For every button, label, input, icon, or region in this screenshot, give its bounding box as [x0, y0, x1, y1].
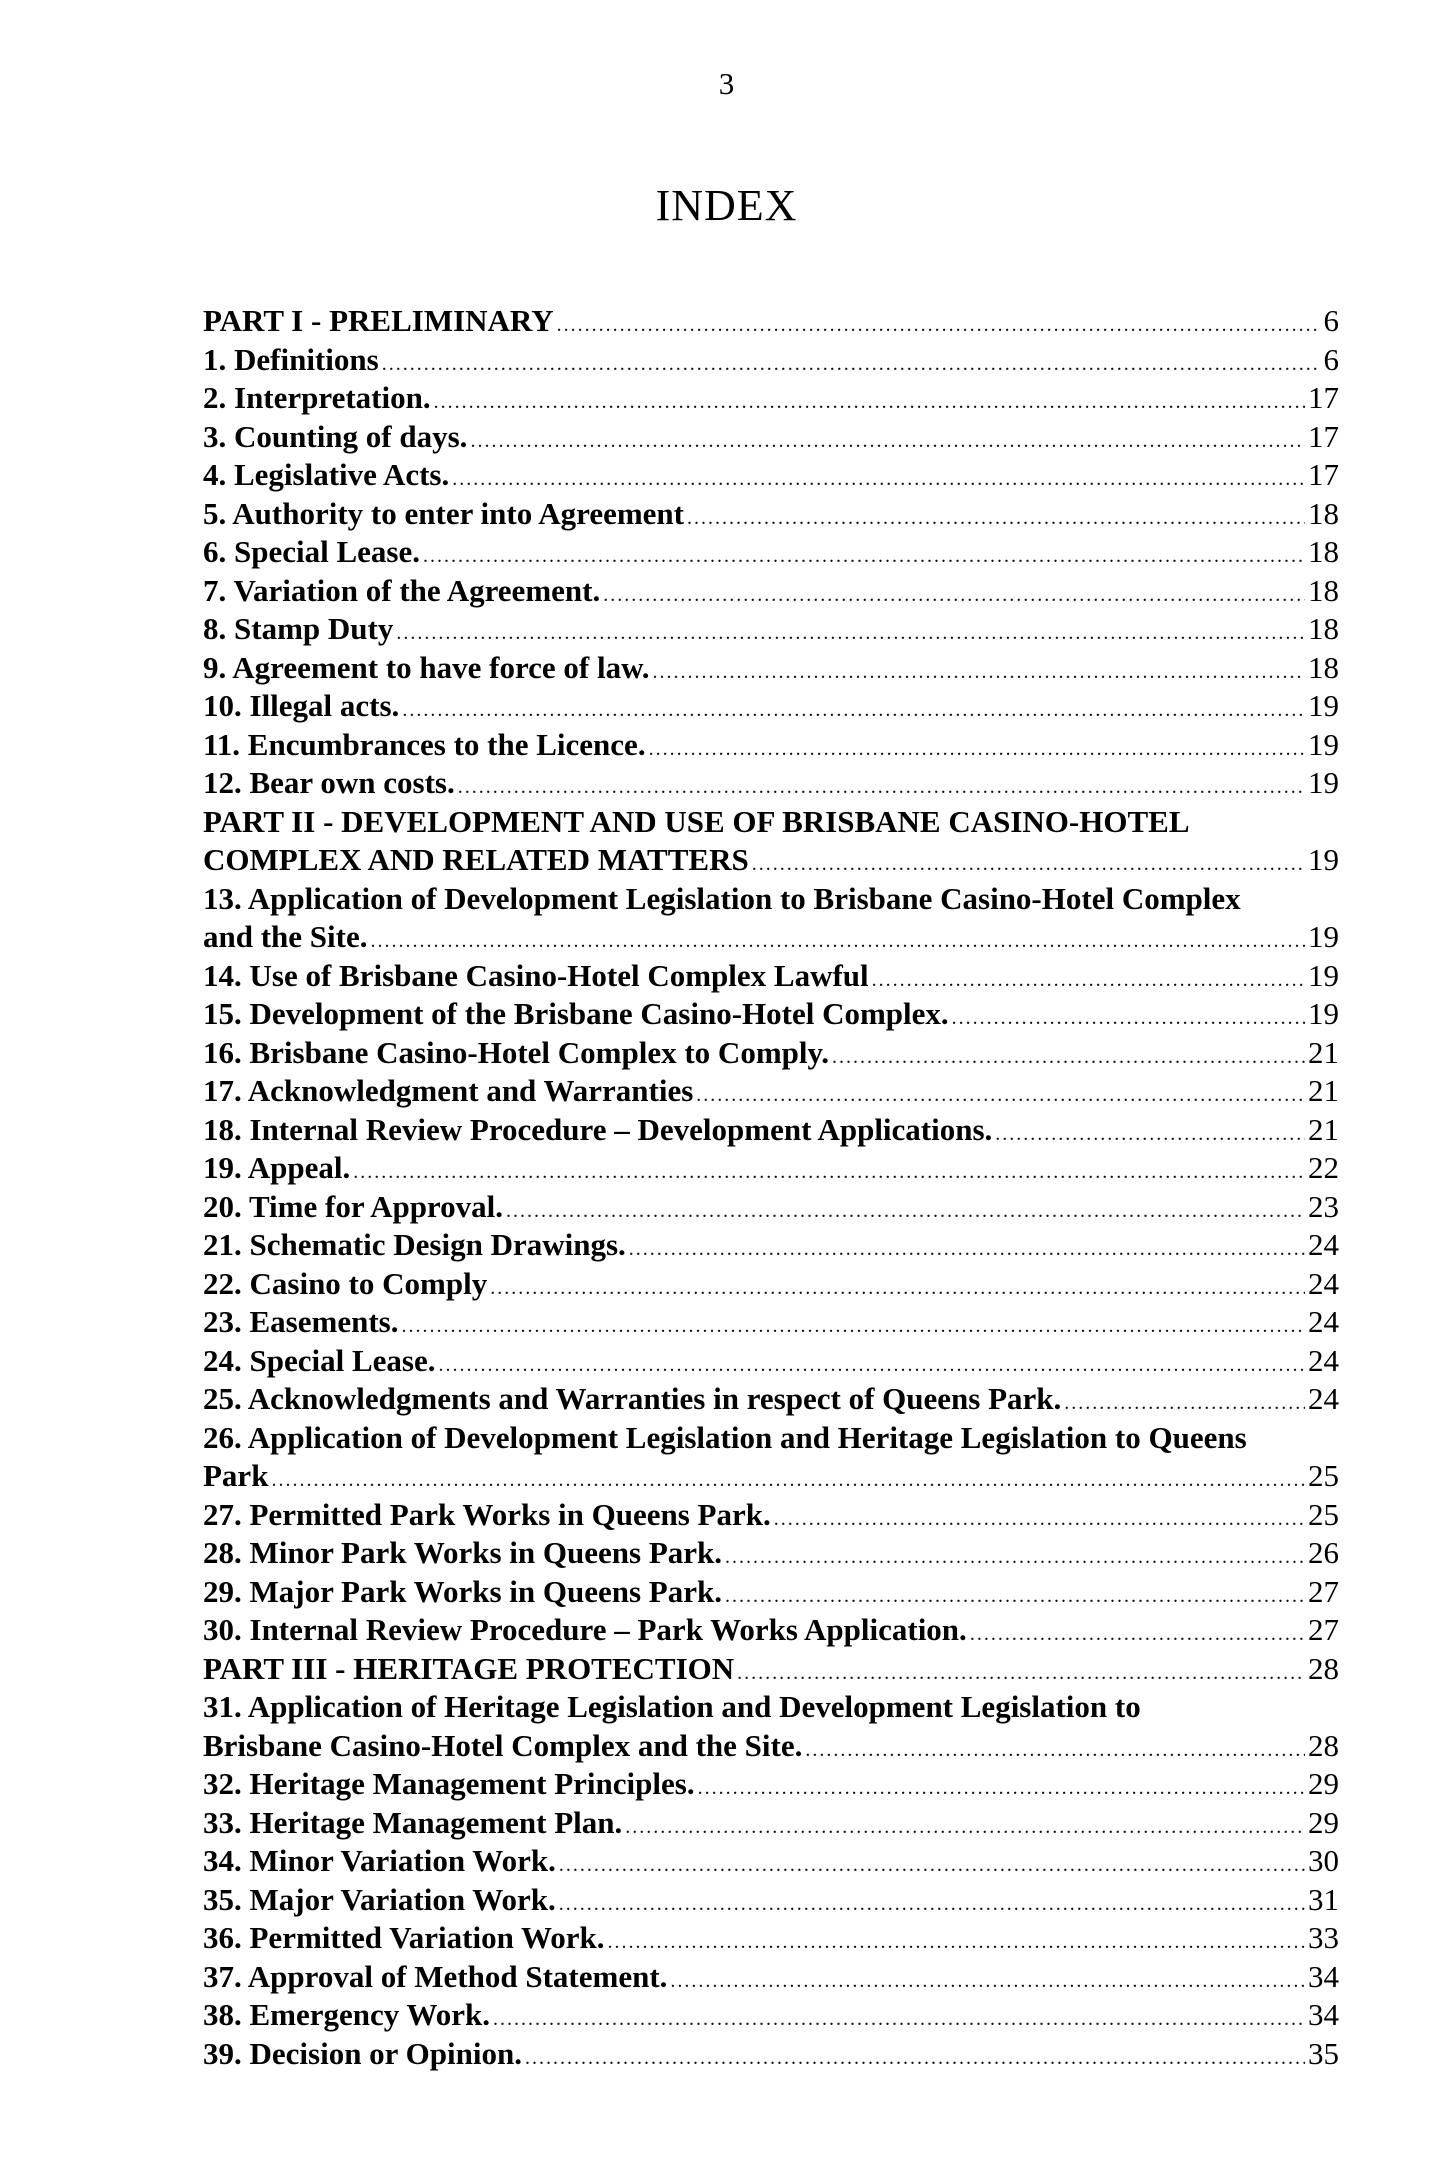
toc-entry-continuation: Brisbane Casino-Hotel Complex and the Site. [203, 1727, 803, 1763]
toc-page-number: 24 [1308, 1342, 1339, 1378]
toc-entry [203, 957, 1339, 996]
toc-item [203, 957, 1339, 996]
toc-entry-continuation: Park [203, 1458, 269, 1493]
toc-page-number: 21 [1308, 1034, 1339, 1070]
toc-page-number: 17 [1308, 418, 1339, 454]
toc-entry [203, 687, 1339, 726]
toc-page-number: 18 [1308, 611, 1339, 646]
toc-entry [203, 495, 1339, 534]
toc-item [203, 1149, 1339, 1188]
toc-item [203, 1804, 1339, 1843]
dot-leader [371, 922, 1306, 961]
toc-entry-text: 14. Use of Brisbane Casino-Hotel Complex Lawful [203, 957, 869, 993]
toc-page-number: 19 [1308, 996, 1339, 1031]
dot-leader [557, 306, 1321, 345]
table-of-contents [203, 302, 1339, 2073]
toc-entry-text: 11. Encumbrances to the Licence. [203, 726, 646, 762]
dot-leader [559, 1885, 1305, 1924]
toc-entry [203, 1919, 1339, 1958]
toc-entry [203, 1188, 1339, 1227]
toc-page-number: 33 [1308, 1920, 1339, 1955]
toc-entry-text: PART I - PRELIMINARY [203, 303, 554, 338]
toc-entry [203, 302, 1339, 341]
toc-item [203, 1111, 1339, 1150]
toc-entry [203, 533, 1339, 572]
toc-item [203, 1226, 1339, 1265]
toc-page-number: 18 [1308, 534, 1339, 569]
toc-entry [203, 1573, 1339, 1612]
toc-entry [203, 1034, 1339, 1073]
toc-page-number: 25 [1308, 1496, 1339, 1532]
dot-leader [774, 1500, 1305, 1539]
dot-leader [525, 2039, 1305, 2078]
toc-entry [203, 1149, 1339, 1188]
toc-item [203, 1881, 1339, 1920]
toc-item [203, 803, 1339, 880]
toc-entry-text: 15. Development of the Brisbane Casino-Hotel Complex. [203, 996, 949, 1031]
dot-leader [559, 1846, 1305, 1885]
toc-entry-text: 30. Internal Review Procedure – Park Works Application. [203, 1612, 967, 1647]
toc-entry [203, 456, 1339, 495]
toc-page-number: 22 [1308, 1150, 1339, 1185]
toc-page-number: 29 [1308, 1804, 1339, 1840]
toc-page-number: 18 [1308, 649, 1339, 685]
dot-leader [670, 1962, 1305, 2001]
toc-item [203, 1034, 1339, 1073]
toc-page-number: 30 [1308, 1843, 1339, 1878]
toc-entry [203, 1380, 1339, 1419]
toc-item [203, 1303, 1339, 1342]
toc-entry [203, 1958, 1339, 1997]
toc-entry [203, 1496, 1339, 1535]
toc-page-number: 24 [1308, 1381, 1339, 1416]
toc-page-number: 6 [1323, 341, 1339, 377]
index-title: INDEX [655, 181, 798, 230]
toc-entry-text: 36. Permitted Variation Work. [203, 1920, 605, 1955]
dot-leader [353, 1153, 1305, 1192]
dot-leader [493, 2000, 1305, 2039]
toc-entry [203, 841, 1339, 880]
dot-leader [737, 1654, 1305, 1693]
dot-leader [725, 1577, 1305, 1616]
toc-item [203, 2035, 1339, 2074]
dot-leader [872, 961, 1305, 1000]
toc-entry [203, 726, 1339, 765]
dot-leader [805, 1731, 1305, 1770]
dot-leader [452, 460, 1305, 499]
toc-page-number: 24 [1308, 1265, 1339, 1301]
dot-leader [402, 691, 1305, 730]
toc-entry-text: 21. Schematic Design Drawings. [203, 1227, 626, 1262]
toc-page-number: 19 [1308, 842, 1339, 877]
toc-item [203, 726, 1339, 765]
dot-leader [1064, 1384, 1305, 1423]
dot-leader [995, 1115, 1305, 1154]
toc-page-number: 21 [1308, 1111, 1339, 1147]
toc-entry [203, 610, 1339, 649]
toc-item [203, 1958, 1339, 1997]
toc-page-number: 18 [1308, 495, 1339, 531]
toc-entry [203, 418, 1339, 457]
dot-leader [687, 499, 1305, 538]
toc-entry [203, 1727, 1339, 1766]
toc-entry [203, 1804, 1339, 1843]
toc-page-number: 18 [1308, 572, 1339, 608]
dot-leader [401, 1307, 1305, 1346]
dot-leader [603, 576, 1305, 615]
toc-page-number: 24 [1308, 1304, 1339, 1339]
toc-entry-continuation: COMPLEX AND RELATED MATTERS [203, 842, 749, 877]
toc-item [203, 1072, 1339, 1111]
toc-entry-text: 31. Application of Heritage Legislation and Development Legislation to [203, 1689, 1141, 1724]
dot-leader [625, 1808, 1305, 1847]
toc-entry-text: 13. Application of Development Legislation to Brisbane Casino-Hotel Complex [203, 880, 1241, 916]
dot-leader [382, 345, 1321, 384]
dot-leader [832, 1038, 1305, 1077]
toc-item [203, 1534, 1339, 1573]
toc-entry [203, 572, 1339, 611]
page-number: 3 [718, 66, 735, 101]
toc-entry-text: 35. Major Variation Work. [203, 1881, 556, 1917]
toc-item [203, 687, 1339, 726]
dot-leader [696, 1076, 1305, 1115]
toc-entry-text: 33. Heritage Management Plan. [203, 1804, 623, 1840]
toc-entry-text: 23. Easements. [203, 1304, 399, 1339]
toc-entry-text: 32. Heritage Management Principles. [203, 1766, 695, 1801]
toc-item [203, 610, 1339, 649]
toc-entry [203, 918, 1339, 957]
toc-item [203, 1342, 1339, 1381]
toc-entry [203, 379, 1339, 418]
toc-entry-text: 19. Appeal. [203, 1150, 351, 1185]
toc-page-number: 24 [1308, 1227, 1339, 1262]
toc-entry [203, 1342, 1339, 1381]
toc-entry [203, 995, 1339, 1034]
toc-item [203, 1573, 1339, 1612]
toc-entry [203, 1303, 1339, 1342]
toc-page-number: 19 [1308, 957, 1339, 993]
dot-leader [698, 1769, 1305, 1808]
toc-item [203, 1380, 1339, 1419]
toc-page-number: 29 [1308, 1766, 1339, 1801]
toc-item [203, 1919, 1339, 1958]
dot-leader [434, 383, 1305, 422]
toc-entry-text: 29. Major Park Works in Queens Park. [203, 1573, 722, 1609]
toc-entry [203, 1226, 1339, 1265]
dot-leader [752, 845, 1305, 884]
toc-page-number: 19 [1308, 688, 1339, 723]
toc-page-number: 27 [1308, 1612, 1339, 1647]
dot-leader [423, 537, 1305, 576]
dot-leader [653, 653, 1305, 692]
toc-entry-text: 18. Internal Review Procedure – Development Applications. [203, 1111, 993, 1147]
toc-entry [203, 1072, 1339, 1111]
toc-item [203, 1688, 1339, 1765]
toc-item [203, 764, 1339, 803]
dot-leader [458, 768, 1305, 807]
toc-entry-text: 5. Authority to enter into Agreement [203, 495, 684, 531]
dot-leader [490, 1269, 1305, 1308]
toc-entry-text: 34. Minor Variation Work. [203, 1843, 556, 1878]
toc-page-number: 26 [1308, 1535, 1339, 1570]
dot-leader [506, 1192, 1305, 1231]
toc-item [203, 302, 1339, 341]
dot-leader [608, 1923, 1305, 1962]
toc-entry-text: 24. Special Lease. [203, 1342, 436, 1378]
toc-page-number: 6 [1323, 303, 1339, 338]
toc-page-number: 19 [1308, 919, 1339, 954]
toc-item [203, 995, 1339, 1034]
dot-leader [725, 1538, 1305, 1577]
dot-leader [396, 614, 1305, 653]
toc-page-number: 17 [1308, 380, 1339, 415]
toc-entry-text: 4. Legislative Acts. [203, 457, 450, 492]
toc-item [203, 1765, 1339, 1804]
toc-entry-text: 25. Acknowledgments and Warranties in respect of Queens Park. [203, 1381, 1062, 1416]
toc-item [203, 572, 1339, 611]
toc-entry [203, 1996, 1339, 2035]
toc-entry [203, 2035, 1339, 2074]
toc-page-number: 28 [1308, 1727, 1339, 1763]
toc-entry [203, 1650, 1339, 1689]
toc-entry-text: 6. Special Lease. [203, 534, 420, 569]
toc-entry-text: 3. Counting of days. [203, 418, 468, 454]
toc-entry [203, 1842, 1339, 1881]
toc-item [203, 533, 1339, 572]
toc-entry [203, 1765, 1339, 1804]
toc-entry [203, 341, 1339, 380]
toc-item [203, 649, 1339, 688]
toc-item [203, 418, 1339, 457]
toc-page-number: 35 [1308, 2035, 1339, 2071]
dot-leader [970, 1615, 1305, 1654]
toc-item [203, 1650, 1339, 1689]
toc-entry-text: 37. Approval of Method Statement. [203, 1958, 668, 1994]
toc-entry-text: 12. Bear own costs. [203, 765, 455, 800]
toc-entry-text: 1. Definitions [203, 341, 379, 377]
toc-entry [203, 1534, 1339, 1573]
toc-page-number: 25 [1308, 1458, 1339, 1493]
toc-entry-text: 10. Illegal acts. [203, 688, 400, 723]
toc-entry-text: 17. Acknowledgment and Warranties [203, 1073, 694, 1108]
toc-page-number: 31 [1308, 1881, 1339, 1917]
dot-leader [470, 422, 1305, 461]
toc-entry-text: 9. Agreement to have force of law. [203, 649, 650, 685]
toc-item [203, 1188, 1339, 1227]
toc-page-number: 19 [1308, 765, 1339, 800]
toc-page-number: 17 [1308, 457, 1339, 492]
toc-entry-text: 8. Stamp Duty [203, 611, 394, 646]
toc-entry [203, 1265, 1339, 1304]
toc-page-number: 34 [1308, 1958, 1339, 1994]
dot-leader [439, 1346, 1306, 1385]
toc-entry-text: 7. Variation of the Agreement. [203, 572, 601, 608]
toc-entry-text: 39. Decision or Opinion. [203, 2035, 522, 2071]
dot-leader [649, 730, 1305, 769]
toc-item [203, 880, 1339, 957]
toc-page-number: 21 [1308, 1073, 1339, 1108]
toc-entry-text: PART II - DEVELOPMENT AND USE OF BRISBANE CASINO-HOTEL [203, 803, 1190, 839]
toc-item [203, 1996, 1339, 2035]
toc-item [203, 1496, 1339, 1535]
toc-entry [203, 1611, 1339, 1650]
toc-item [203, 1265, 1339, 1304]
toc-page-number: 19 [1308, 726, 1339, 762]
toc-entry-continuation: and the Site. [203, 919, 368, 954]
toc-entry-text: 22. Casino to Comply [203, 1265, 488, 1301]
toc-item [203, 456, 1339, 495]
toc-entry [203, 649, 1339, 688]
dot-leader [271, 1461, 1305, 1500]
toc-entry [203, 1457, 1339, 1496]
toc-page-number: 23 [1308, 1188, 1339, 1224]
toc-entry-text: 2. Interpretation. [203, 380, 431, 415]
toc-entry-text: 27. Permitted Park Works in Queens Park. [203, 1496, 771, 1532]
toc-entry [203, 1111, 1339, 1150]
toc-item [203, 1611, 1339, 1650]
toc-page-number: 34 [1308, 1997, 1339, 2032]
dot-leader [629, 1230, 1305, 1269]
toc-entry-text: 20. Time for Approval. [203, 1188, 503, 1224]
toc-entry-text: PART III - HERITAGE PROTECTION [203, 1650, 735, 1686]
toc-entry-text: 28. Minor Park Works in Queens Park. [203, 1535, 723, 1570]
toc-item [203, 1419, 1339, 1496]
toc-entry-text: 26. Application of Development Legislation and Heritage Legislation to Queens [203, 1419, 1247, 1455]
toc-item [203, 1842, 1339, 1881]
toc-entry [203, 764, 1339, 803]
toc-item [203, 495, 1339, 534]
dot-leader [952, 999, 1305, 1038]
toc-entry [203, 1881, 1339, 1920]
toc-entry-text: 38. Emergency Work. [203, 1997, 491, 2032]
toc-entry-text: 16. Brisbane Casino-Hotel Complex to Comply. [203, 1034, 830, 1070]
toc-item [203, 341, 1339, 380]
toc-item [203, 379, 1339, 418]
toc-page-number: 28 [1308, 1650, 1339, 1686]
toc-page-number: 27 [1308, 1573, 1339, 1609]
